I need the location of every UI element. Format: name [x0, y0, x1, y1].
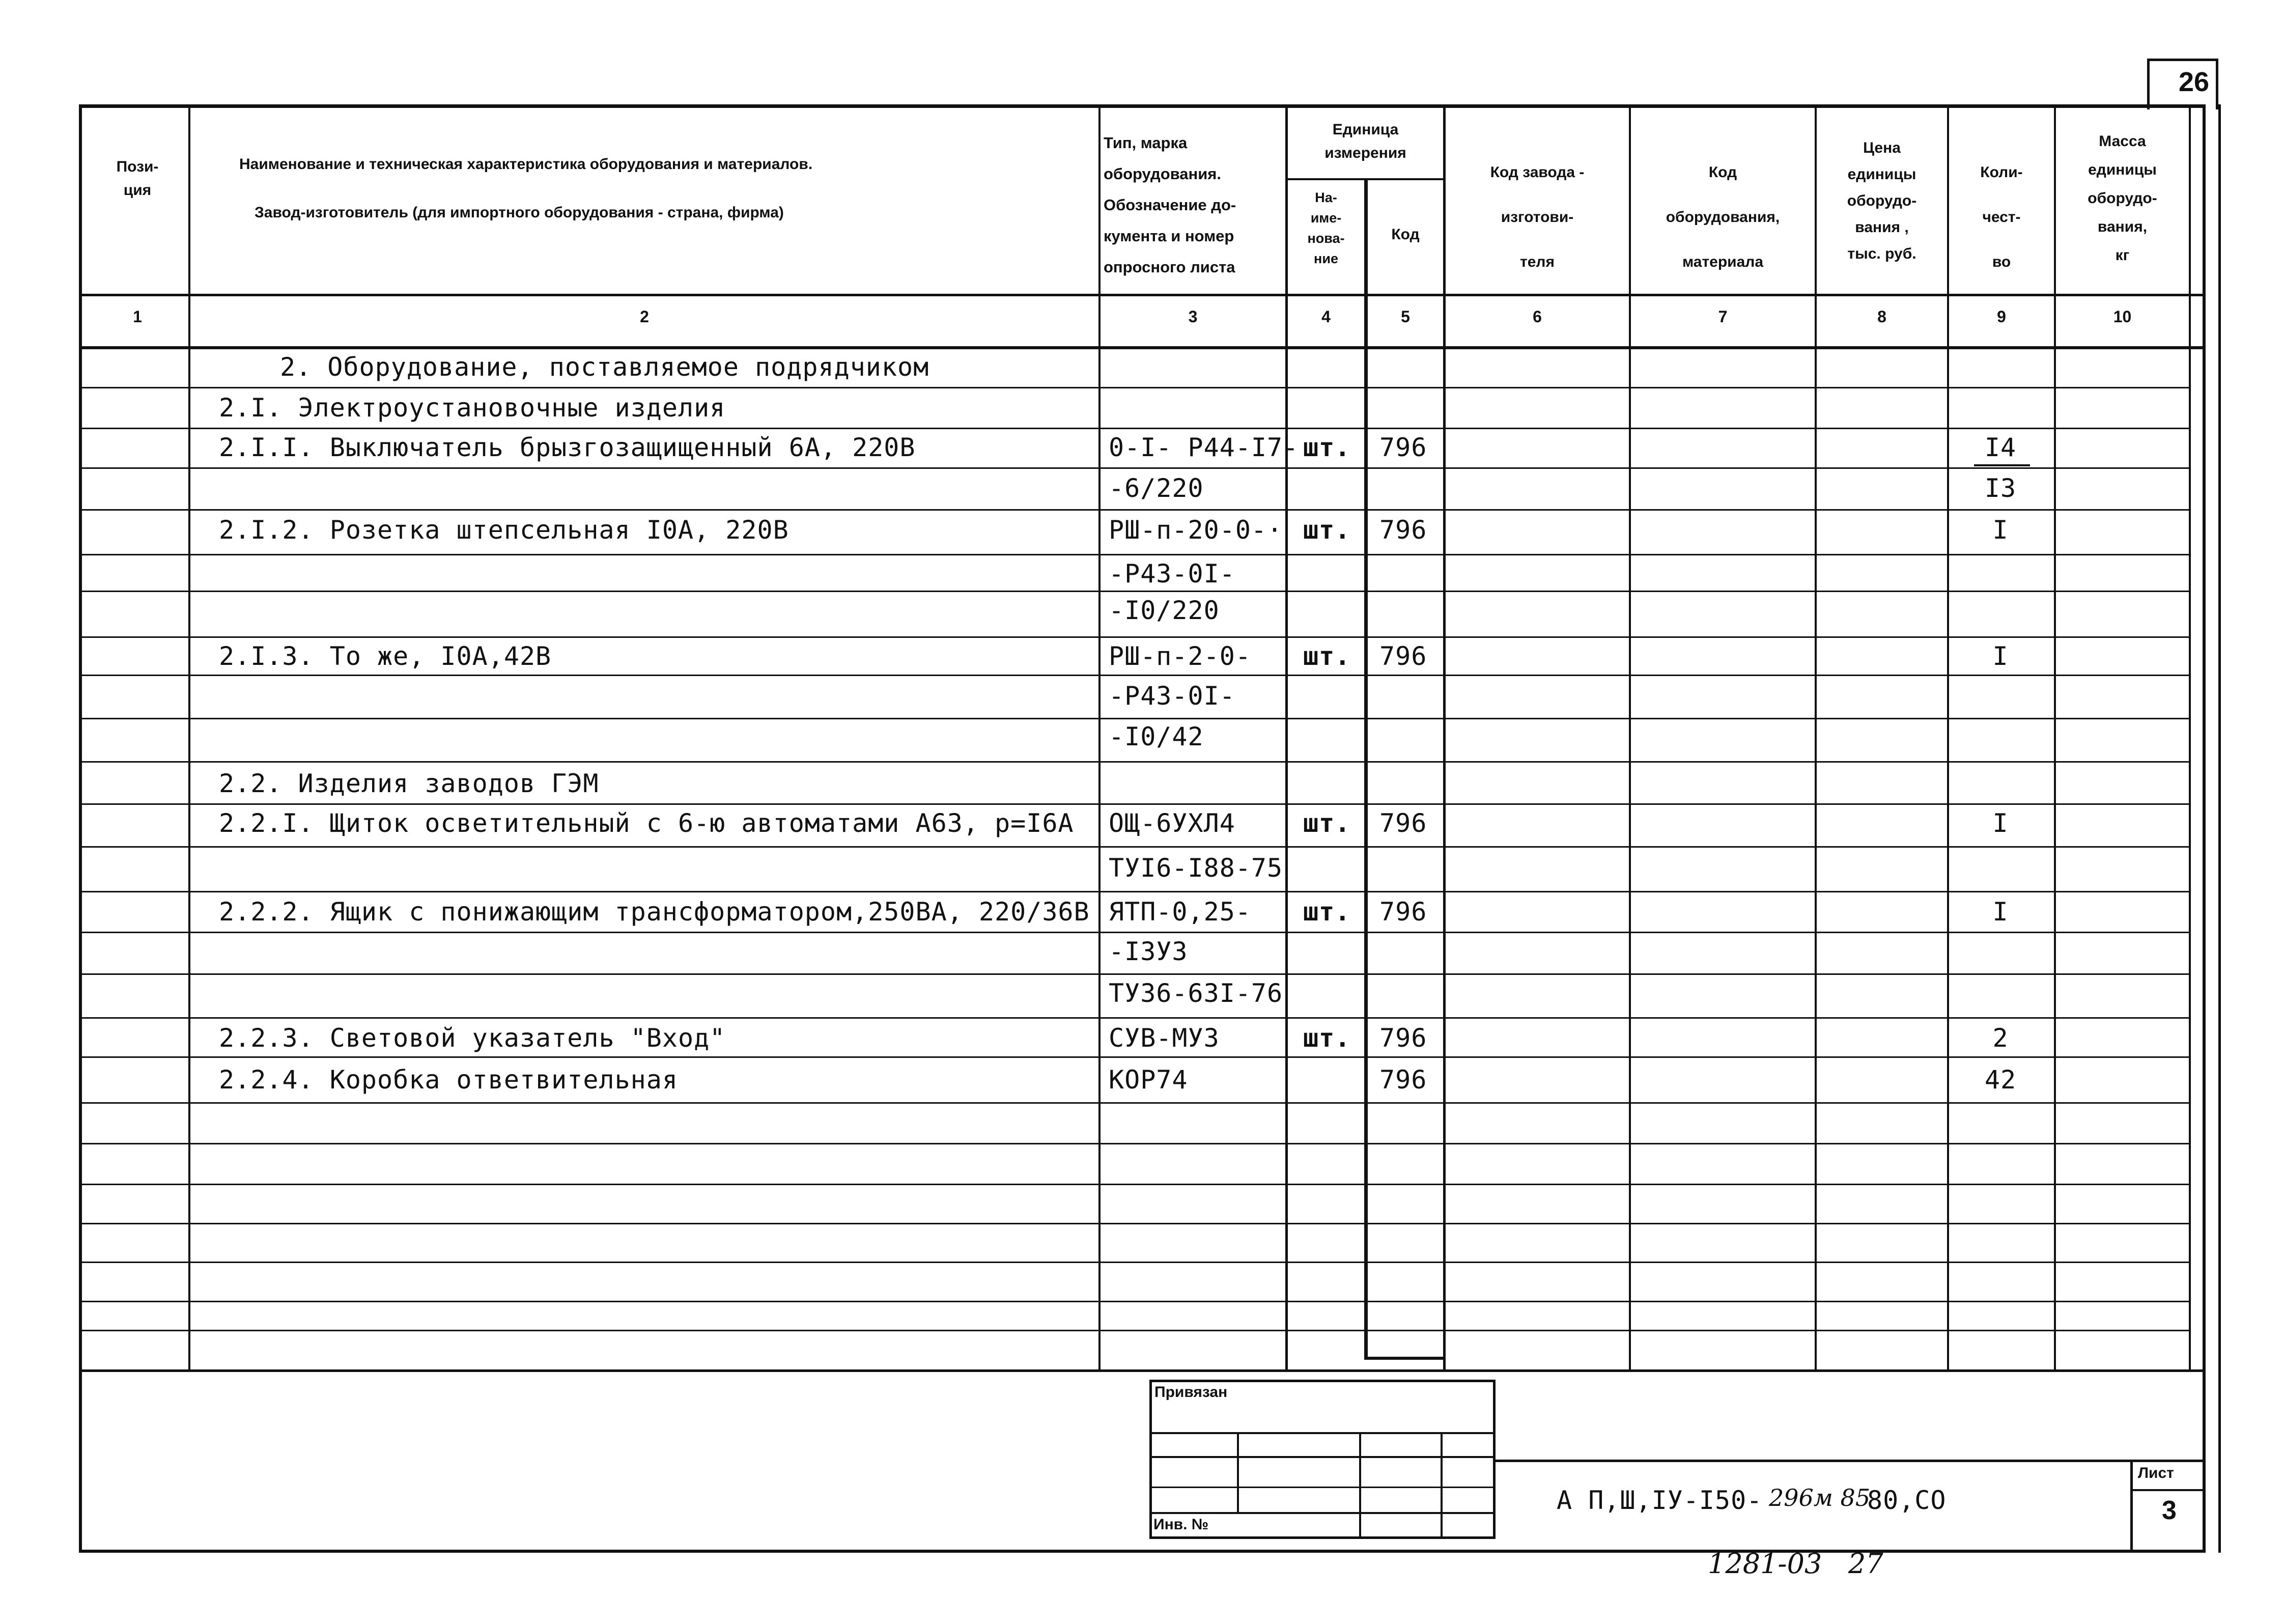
- row-separator-line: [79, 591, 2189, 592]
- colnum-10: 10: [2113, 307, 2132, 326]
- colnum-6: 6: [1533, 307, 1542, 326]
- header-price: Цена единицы оборудо- вания , тыс. руб.: [1847, 139, 1917, 262]
- table-row-qty: I4: [1984, 433, 2017, 462]
- table-body-bottom: [79, 1369, 2206, 1372]
- table-row-name: 2. Оборудование, поставляемое подрядчиком: [280, 352, 929, 382]
- table-row-type: СУВ-МУ3: [1109, 1023, 1220, 1053]
- row-separator-line: [79, 973, 2189, 975]
- doc-code-suffix: 80,СО: [1867, 1486, 1947, 1515]
- stamp-left-hline-3: [1149, 1487, 1496, 1488]
- table-row-code: 796: [1379, 808, 1427, 838]
- colnum-4: 4: [1321, 307, 1331, 326]
- colnum-3: 3: [1188, 307, 1198, 326]
- header-bottom-line: [79, 294, 2206, 296]
- row-separator-line: [79, 467, 2189, 469]
- row-separator-line: [79, 554, 2189, 555]
- table-row-code: 796: [1379, 897, 1427, 927]
- page-right-border: [2218, 104, 2221, 1553]
- table-row-type: -6/220: [1109, 473, 1204, 503]
- table-row-type: -I0/220: [1109, 596, 1220, 625]
- header-name-line1: Наименование и техническая характеристика оборудования и материалов.: [239, 156, 813, 173]
- header-mass: Масса единицы оборудо- вания, кг: [2088, 133, 2157, 264]
- corner-page-number: 26: [2178, 67, 2210, 97]
- table-row-name: 2.2.2. Ящик с понижающим трансформатором,250ВА, 220/36В: [219, 897, 1090, 927]
- row-separator-line: [79, 718, 2189, 719]
- header-unit-name: На- име- нова- ние: [1307, 190, 1345, 266]
- table-row-type: -I3У3: [1109, 937, 1188, 966]
- row-separator-line: [79, 428, 2189, 429]
- table-row-type: ТУ36-63I-76: [1109, 978, 1283, 1008]
- row-separator-line: [79, 1184, 2189, 1185]
- table-row-name: 2.2.4. Коробка ответвительная: [219, 1065, 678, 1095]
- row-separator-line: [79, 1056, 2189, 1058]
- row-separator-line: [79, 803, 2189, 805]
- stamp-privyazan-label: Привязан: [1154, 1384, 1228, 1401]
- row-separator-line: [79, 891, 2189, 892]
- table-row-name: 2.I.3. То же, I0А,42В: [219, 641, 552, 671]
- col-line-4: [1364, 178, 1368, 1359]
- stamp-left-vline-2: [1359, 1432, 1361, 1539]
- table-row-name: 2.I. Электроустановочные изделия: [219, 393, 726, 423]
- stamp-sheet-number: 3: [2162, 1496, 2177, 1525]
- col5-bottom-line: [1364, 1357, 1446, 1360]
- table-row-unit: шт.: [1303, 897, 1351, 927]
- table-row-type: -Р43-0I-: [1109, 559, 1235, 589]
- header-type: Тип, марка оборудования. Обозначение до- кумента и номер опросного листа: [1104, 134, 1236, 276]
- table-row-name: 2.I.2. Розетка штепсельная I0А, 220В: [219, 515, 789, 545]
- stamp-sheet-label: Лист: [2138, 1465, 2174, 1481]
- table-row-type: -I0/42: [1109, 722, 1204, 751]
- table-row-name: 2.I.I. Выключатель брызгозащищенный 6А, 220В: [219, 433, 916, 462]
- table-row-name: 2.2. Изделия заводов ГЭМ: [219, 769, 599, 798]
- header-equipment-code: Код оборудования, материала: [1666, 164, 1780, 270]
- row-separator-line: [79, 636, 2189, 638]
- table-row-type: -Р43-0I-: [1109, 681, 1235, 711]
- row-separator-line: [79, 1301, 2189, 1302]
- header-position: Пози- ция: [116, 158, 159, 199]
- colnum-2: 2: [640, 307, 649, 326]
- table-row-qty: 2: [1992, 1023, 2009, 1053]
- row-separator-line: [79, 1223, 2189, 1224]
- row-separator-line: [79, 1262, 2189, 1263]
- row-separator-line: [79, 932, 2189, 933]
- row-separator-line: [79, 846, 2189, 848]
- header-factory-code: Код завода - изготови- теля: [1490, 164, 1585, 270]
- table-row-code: 796: [1379, 515, 1427, 545]
- row-separator-line: [79, 1143, 2189, 1144]
- table-row-code: 796: [1379, 641, 1427, 671]
- stamp-title-top: [1496, 1460, 2206, 1462]
- table-row-qty: I: [1992, 641, 2009, 671]
- table-row-qty: I: [1992, 897, 2009, 927]
- table-row-type: 0-I- Р44-I7-: [1109, 433, 1299, 462]
- table-row-unit: шт.: [1303, 515, 1351, 545]
- table-row-name: 2.2.I. Щиток осветительный с 6-ю автоматами А63, р=I6А: [219, 808, 1074, 838]
- table-row-qty: I: [1992, 808, 2009, 838]
- row-separator-line: [79, 1102, 2189, 1104]
- table-row-type: РШ-п-2-0-: [1109, 641, 1251, 671]
- stamp-left-hline-2: [1149, 1456, 1496, 1458]
- doc-code-handwritten: 296м 85: [1769, 1484, 1871, 1511]
- qty-fraction-line: [1974, 464, 2030, 466]
- handwritten-note: 1281-03 27: [1708, 1548, 1883, 1580]
- table-row-qty: I: [1992, 515, 2009, 545]
- header-name-line2: Завод-изготовитель (для импортного оборудования - страна, фирма): [255, 204, 784, 221]
- row-separator-line: [79, 509, 2189, 511]
- colnum-bottom-line: [79, 346, 2206, 349]
- header-quantity: Коли- чест- во: [1980, 164, 2023, 270]
- header-unit-group: Единица измерения: [1324, 121, 1406, 161]
- table-row-code: 796: [1379, 1023, 1427, 1053]
- table-row-unit: шт.: [1303, 1023, 1351, 1053]
- table-row-code: 796: [1379, 433, 1427, 462]
- stamp-sheet-hline: [2130, 1489, 2206, 1491]
- stamp-inv-label: Инв. №: [1153, 1516, 1209, 1533]
- colnum-8: 8: [1877, 307, 1886, 326]
- row-separator-line: [79, 1330, 2189, 1331]
- row-separator-line: [79, 1017, 2189, 1019]
- colnum-5: 5: [1401, 307, 1410, 326]
- table-row-unit: шт.: [1303, 433, 1351, 462]
- stamp-left-hline-1: [1149, 1432, 1496, 1434]
- header-unit-code: Код: [1391, 226, 1420, 243]
- stamp-left-vline-1: [1237, 1432, 1239, 1512]
- table-row-type: КОР74: [1109, 1065, 1188, 1095]
- table-row-type: РШ-п-20-0-·: [1109, 515, 1283, 545]
- colnum-1: 1: [133, 307, 142, 326]
- stamp-left-block: [1149, 1380, 1496, 1539]
- stamp-left-vline-3: [1441, 1432, 1443, 1539]
- stamp-left-hline-4: [1149, 1512, 1496, 1514]
- row-separator-line: [79, 761, 2189, 763]
- table-row-type: ТУI6-I88-75: [1109, 853, 1283, 883]
- table-row-qty: 42: [1984, 1065, 2017, 1095]
- table-row-code: 796: [1379, 1065, 1427, 1095]
- row-separator-line: [79, 675, 2189, 676]
- colnum-7: 7: [1718, 307, 1728, 326]
- doc-code-prefix: А П,Ш,IУ-I50-: [1557, 1486, 1763, 1515]
- unit-group-line: [1285, 178, 1446, 180]
- table-row-type: ОЩ-6УХЛ4: [1109, 808, 1235, 838]
- row-separator-line: [79, 387, 2189, 388]
- table-row-unit: шт.: [1303, 641, 1351, 671]
- table-row-qty: I3: [1984, 473, 2017, 503]
- table-row-name: 2.2.3. Световой указатель "Вход": [219, 1023, 726, 1053]
- colnum-9: 9: [1997, 307, 2006, 326]
- table-row-type: ЯТП-0,25-: [1109, 897, 1251, 927]
- table-row-unit: шт.: [1303, 808, 1351, 838]
